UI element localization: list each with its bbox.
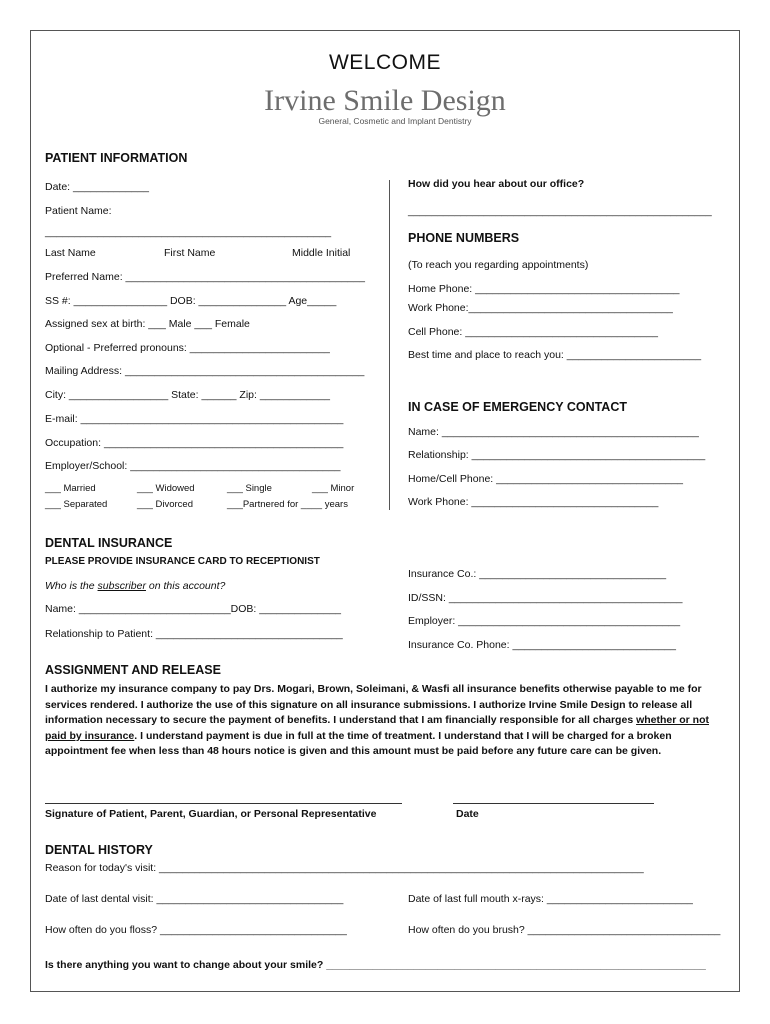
subscriber-post: on this account? — [145, 580, 226, 592]
id-ssn-field[interactable]: ID/SSN: ________________________________________ — [408, 592, 683, 604]
last-xray-field[interactable]: Date of last full mouth x-rays: _________________________ — [408, 893, 693, 905]
assignment-text-underlined: whether or not paid by insurance — [45, 714, 709, 742]
subscriber-question — [45, 580, 225, 592]
signature-line[interactable] — [45, 803, 402, 804]
emergency-home-cell-field[interactable]: Home/Cell Phone: ________________________________ — [408, 473, 683, 485]
last-visit-field[interactable]: Date of last dental visit: ________________________________ — [45, 893, 344, 905]
relationship-to-patient-field[interactable]: Relationship to Patient: ________________________________ — [45, 628, 343, 640]
city-state-zip-field[interactable]: City: _________________ State: ______ Zip: ____________ — [45, 389, 330, 401]
signature-date-line[interactable] — [453, 803, 654, 804]
email-field[interactable]: E-mail: _____________________________________________ — [45, 413, 344, 425]
referral-question: How did you hear about our office? — [408, 178, 585, 190]
assignment-text-part2: . I understand payment is due in full at the time of treatment. I understand that I will be charged for a broken appointment fee when less than 48 hours notice is given and this amount must be paid before any future care can be given. — [45, 729, 672, 758]
date-field[interactable]: Date: _____________ — [45, 181, 149, 193]
subscriber-pre: Who is the — [45, 580, 98, 592]
emergency-relationship-field[interactable]: Relationship: ________________________________________ — [408, 449, 706, 461]
subscriber-word: subscriber — [97, 580, 146, 592]
pronouns-field[interactable]: Optional - Preferred pronouns: ________________________ — [45, 342, 330, 354]
assignment-text-part1: I authorize my insurance company to pay Drs. Mogari, Brown, Soleimani, & Wasfi all insurance benefits otherwise payable to me for services rendered. I authorize the use of this signature on all insurance submissions. I authorize Irvine Smile Design to release all information necessary to secure the payment of benefits. I understand that I am financially responsible for all charges — [45, 683, 702, 727]
patient-info-title: PATIENT INFORMATION — [45, 151, 188, 165]
phone-numbers-title: PHONE NUMBERS — [408, 231, 520, 245]
widowed-option[interactable]: ___ Widowed — [137, 483, 195, 494]
mailing-address-field[interactable]: Mailing Address: _________________________________________ — [45, 365, 365, 377]
preferred-name-field[interactable]: Preferred Name: _________________________________________ — [45, 271, 365, 283]
logo-name: Irvine Smile Design — [264, 84, 506, 117]
dental-insurance-title: DENTAL INSURANCE — [45, 536, 173, 550]
emergency-title: IN CASE OF EMERGENCY CONTACT — [408, 400, 627, 414]
separated-option[interactable]: ___ Separated — [45, 499, 108, 510]
welcome-heading: WELCOME — [328, 51, 441, 74]
patient-name-label: Patient Name: — [45, 205, 112, 217]
minor-option[interactable]: ___ Minor — [312, 483, 355, 494]
occupation-field[interactable]: Occupation: _________________________________________ — [45, 437, 344, 449]
married-option[interactable]: ___ Married — [45, 483, 96, 494]
referral-field[interactable]: ____________________________________________________ — [408, 205, 712, 217]
logo-tagline: General, Cosmetic and Implant Dentistry — [318, 116, 472, 126]
sex-field[interactable]: Assigned sex at birth: ___ Male ___ Female — [45, 318, 250, 330]
column-divider — [389, 180, 390, 510]
insurance-instruction: PLEASE PROVIDE INSURANCE CARD TO RECEPTIONIST — [45, 556, 320, 567]
assignment-text — [45, 682, 727, 760]
middle-initial-label: Middle Initial — [292, 247, 351, 259]
smile-change-field[interactable]: Is there anything you want to change about your smile? _________________________________________________________________ — [45, 959, 706, 971]
insurance-co-field[interactable]: Insurance Co.: ________________________________ — [408, 568, 667, 580]
divorced-option[interactable]: ___ Divorced — [137, 499, 193, 510]
emergency-work-field[interactable]: Work Phone: ________________________________ — [408, 496, 659, 508]
partnered-option[interactable]: ___Partnered for ____ years — [227, 499, 348, 510]
insurance-phone-field[interactable]: Insurance Co. Phone: ____________________________ — [408, 639, 676, 651]
home-phone-field[interactable]: Home Phone: ___________________________________ — [408, 283, 680, 295]
floss-frequency-field[interactable]: How often do you floss? ________________________________ — [45, 924, 347, 936]
signature-date-label: Date — [456, 808, 479, 820]
emergency-name-field[interactable]: Name: ____________________________________________ — [408, 426, 699, 438]
subscriber-name-dob-field[interactable]: Name: __________________________DOB: ______________ — [45, 603, 342, 615]
brush-frequency-field[interactable]: How often do you brush? _________________________________ — [408, 924, 721, 936]
dental-history-title: DENTAL HISTORY — [45, 843, 153, 857]
signature-label: Signature of Patient, Parent, Guardian, or Personal Representative — [45, 808, 377, 820]
cell-phone-field[interactable]: Cell Phone: _________________________________ — [408, 326, 658, 338]
best-time-field[interactable]: Best time and place to reach you: _______________________ — [408, 349, 702, 361]
last-name-label: Last Name — [45, 247, 96, 259]
visit-reason-field[interactable]: Reason for today's visit: ___________________________________________________________________________________ — [45, 862, 644, 874]
ss-dob-age-field[interactable]: SS #: ________________ DOB: _______________ Age_____ — [45, 295, 337, 307]
practice-logo — [0, 84, 770, 118]
work-phone-field[interactable]: Work Phone:___________________________________ — [408, 302, 673, 314]
insurance-employer-field[interactable]: Employer: ______________________________________ — [408, 615, 681, 627]
single-option[interactable]: ___ Single — [227, 483, 272, 494]
patient-name-field[interactable]: _________________________________________________ — [45, 226, 332, 238]
first-name-label: First Name — [164, 247, 216, 259]
employer-field[interactable]: Employer/School: ____________________________________ — [45, 460, 341, 472]
assignment-title: ASSIGNMENT AND RELEASE — [45, 663, 221, 677]
phone-note: (To reach you regarding appointments) — [408, 259, 589, 271]
